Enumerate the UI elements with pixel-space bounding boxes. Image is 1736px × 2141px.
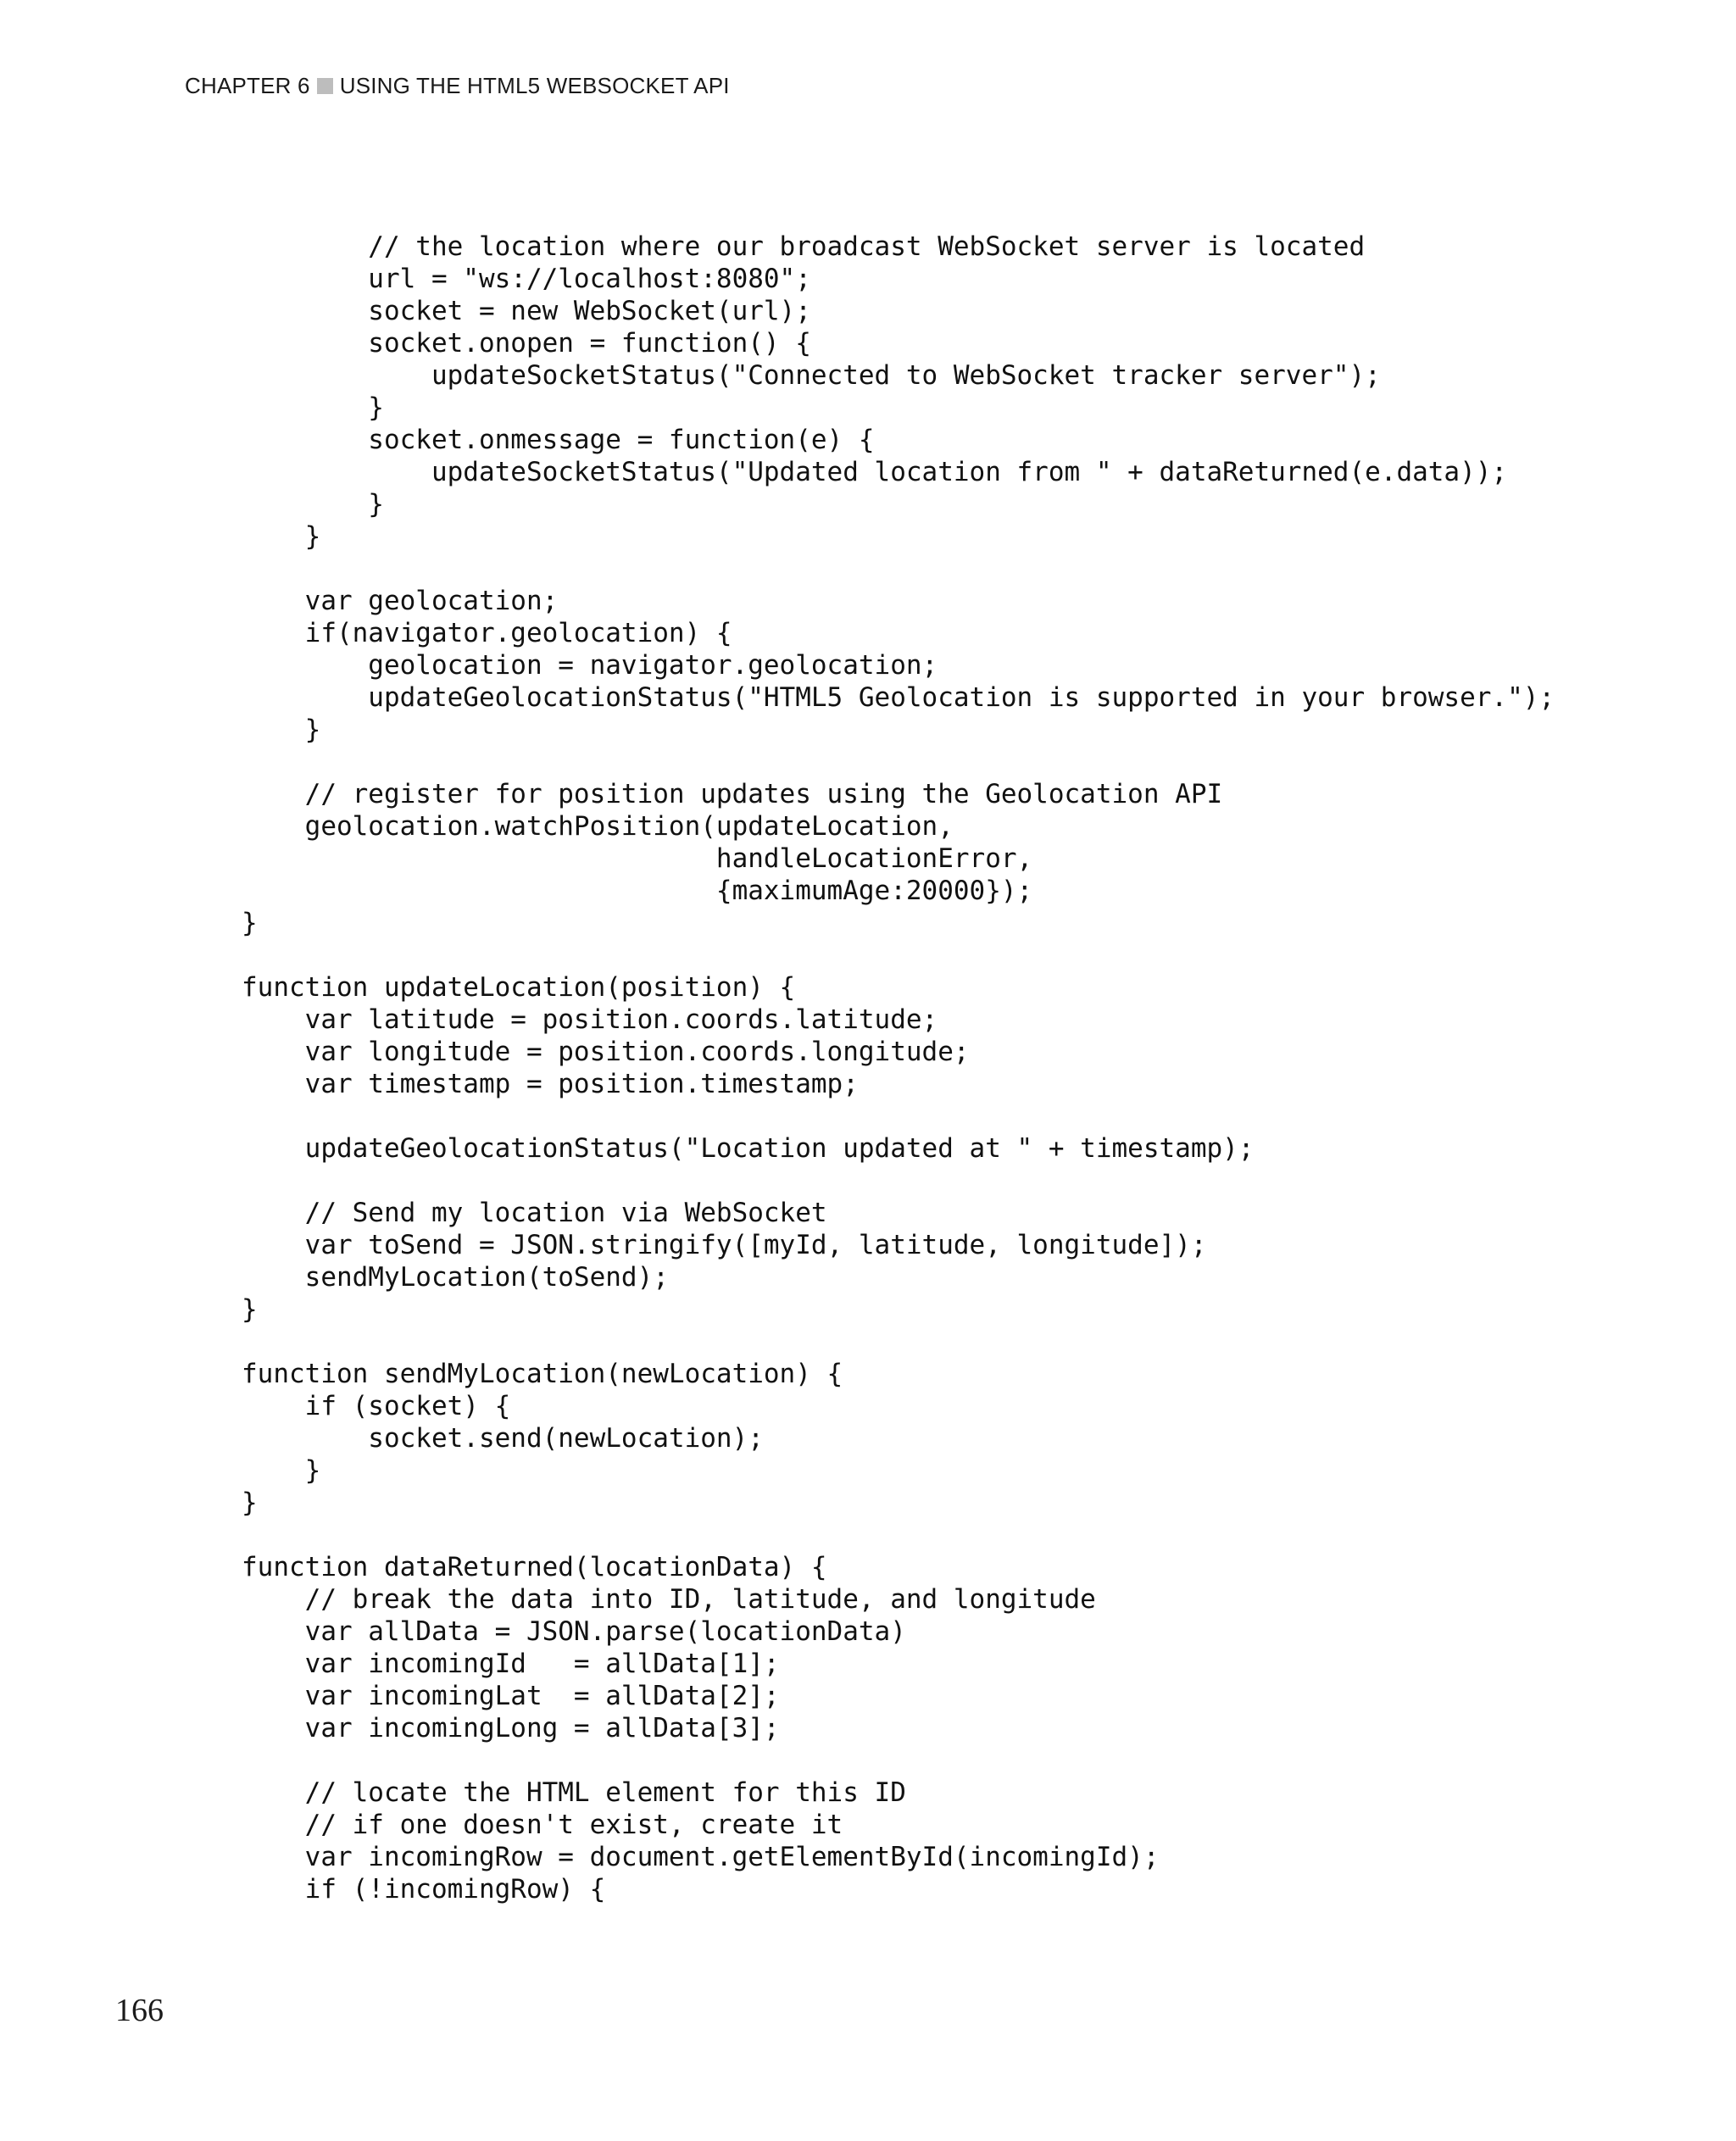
code-line: updateGeolocationStatus("Location updated at " + timestamp);: [242, 1133, 1255, 1164]
code-line: function dataReturned(locationData) {: [242, 1552, 827, 1582]
code-line: if (!incomingRow) {: [242, 1874, 606, 1905]
code-line: geolocation.watchPosition(updateLocation,: [242, 811, 954, 842]
code-line: updateGeolocationStatus("HTML5 Geolocation is supported in your browser.");: [242, 682, 1555, 713]
code-line: }: [242, 489, 384, 520]
code-line: }: [242, 1294, 258, 1325]
code-line: [242, 1165, 1564, 1197]
code-line: var incomingRow = document.getElementById(incomingId);: [242, 1842, 1160, 1872]
code-line: // Send my location via WebSocket: [242, 1198, 827, 1228]
code-line: socket.send(newLocation);: [242, 1423, 764, 1454]
code-line: handleLocationError,: [242, 843, 1033, 874]
code-line: // register for position updates using the Geolocation API: [242, 779, 1223, 809]
code-line: url = "ws://localhost:8080";: [242, 264, 811, 294]
code-line: socket.onopen = function() {: [242, 328, 811, 359]
code-line: }: [242, 715, 321, 745]
code-line: [242, 939, 1564, 971]
page-number: 166: [115, 1993, 164, 2028]
code-line: [242, 1519, 1564, 1551]
code-line: if(navigator.geolocation) {: [242, 618, 732, 648]
code-line: sendMyLocation(toSend);: [242, 1262, 669, 1293]
running-head: [185, 73, 730, 99]
code-line: [242, 1326, 1564, 1358]
code-line: var incomingId = allData[1];: [242, 1649, 780, 1679]
code-line: var longitude = position.coords.longitude;: [242, 1037, 970, 1067]
code-line: [242, 746, 1564, 778]
code-line: function updateLocation(position) {: [242, 972, 796, 1003]
code-line: {maximumAge:20000});: [242, 876, 1033, 906]
code-listing: [242, 231, 1564, 1905]
code-line: }: [242, 1455, 321, 1486]
code-line: // locate the HTML element for this ID: [242, 1777, 906, 1808]
code-line: }: [242, 908, 258, 938]
code-line: [242, 1744, 1564, 1777]
code-line: updateSocketStatus("Updated location from " + dataReturned(e.data));: [242, 457, 1508, 487]
code-line: // the location where our broadcast WebSocket server is located: [242, 231, 1366, 262]
code-line: socket.onmessage = function(e) {: [242, 425, 875, 455]
code-line: var allData = JSON.parse(locationData): [242, 1616, 906, 1647]
code-line: socket = new WebSocket(url);: [242, 296, 811, 326]
code-line: // if one doesn't exist, create it: [242, 1810, 843, 1840]
chapter-label: CHAPTER 6: [185, 73, 310, 98]
gray-square-icon: [317, 78, 333, 94]
code-line: [242, 553, 1564, 585]
code-line: // break the data into ID, latitude, and longitude: [242, 1584, 1096, 1615]
code-line: updateSocketStatus("Connected to WebSocket tracker server");: [242, 360, 1381, 391]
chapter-title: USING THE HTML5 WEBSOCKET API: [339, 73, 730, 98]
code-line: }: [242, 521, 321, 552]
code-line: var toSend = JSON.stringify([myId, latitude, longitude]);: [242, 1230, 1207, 1260]
code-line: [242, 1100, 1564, 1132]
code-line: var incomingLong = allData[3];: [242, 1713, 780, 1743]
code-line: if (socket) {: [242, 1391, 511, 1421]
code-line: geolocation = navigator.geolocation;: [242, 650, 938, 681]
code-line: var latitude = position.coords.latitude;: [242, 1004, 938, 1035]
code-line: }: [242, 1488, 258, 1518]
code-line: var geolocation;: [242, 586, 559, 616]
code-line: var incomingLat = allData[2];: [242, 1681, 780, 1711]
code-line: function sendMyLocation(newLocation) {: [242, 1359, 843, 1389]
code-line: var timestamp = position.timestamp;: [242, 1069, 859, 1099]
code-line: }: [242, 392, 384, 423]
